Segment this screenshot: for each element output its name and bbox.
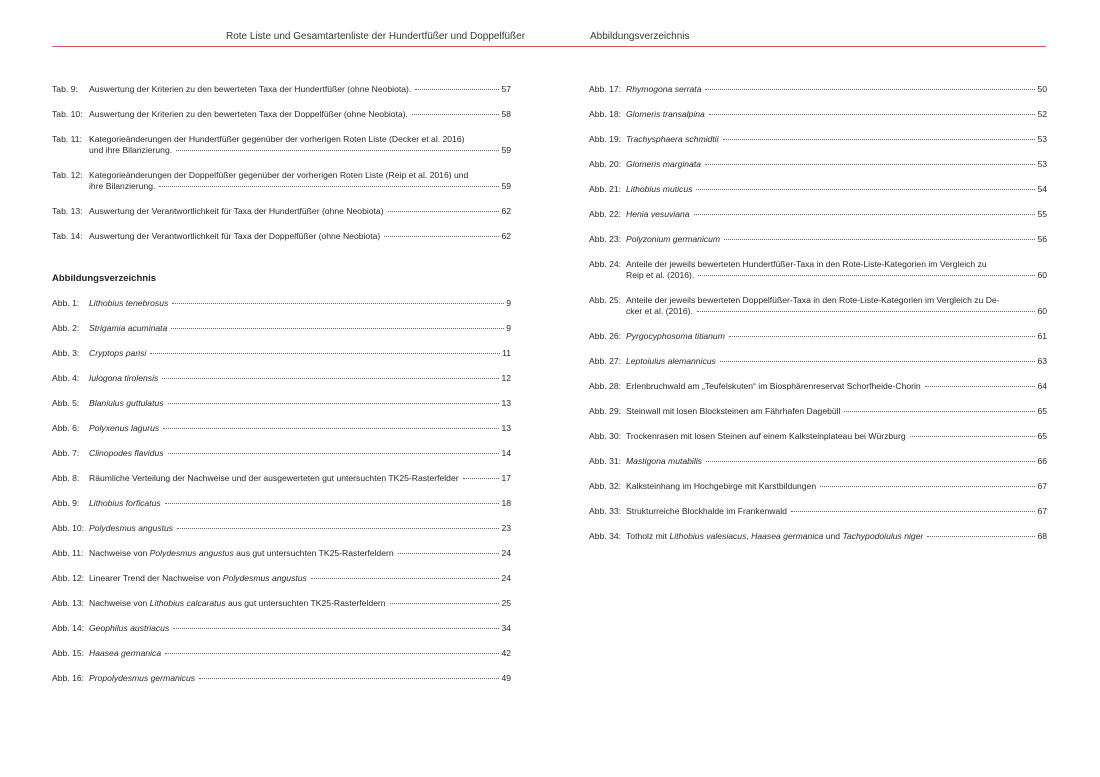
toc-entry-abb-22[interactable] [589,209,1047,220]
dot-leader [709,114,1036,115]
dot-leader [412,114,499,115]
entry-label: Abb. 28: [589,381,622,391]
entry-page: 18 [501,498,511,508]
entry-title: Clinopodes flavidus [89,448,164,458]
entry-page: 42 [501,648,511,658]
toc-entry-abb-2[interactable] [52,323,511,334]
entry-title-line-1: Anteile der jeweils bewerteten Hundertfüßer-Taxa in den Rote-Liste-Kategorien im Vergleich zu [626,259,987,269]
dot-leader [698,275,1035,276]
entry-title: Geophilus austriacus [89,623,170,633]
entry-page: 56 [1037,234,1047,244]
dot-leader [694,214,1036,215]
toc-entry-tab-10[interactable] [52,109,511,120]
entry-title: Auswertung der Kriterien zu den bewerteten Taxa der Doppelfüßer (ohne Neobiota). [89,109,408,119]
toc-entry-abb-31[interactable] [589,456,1047,467]
entry-title: Strukturreiche Blockhalde im Frankenwald [626,506,787,516]
entry-title-pre: Nachweise von [89,548,150,558]
toc-entry-abb-4[interactable] [52,373,511,384]
entry-label: Abb. 22: [589,209,622,219]
entry-title-taxon: Lithobius calcaratus [149,598,226,608]
entry-label: Abb. 25: [589,295,622,305]
dot-leader [172,303,504,304]
entry-title-pre: Linearer Trend der Nachweise von [89,573,223,583]
entry-page: 54 [1037,184,1047,194]
section-title: Abbildungsverzeichnis [52,273,156,284]
entry-label: Abb. 2: [52,323,80,333]
toc-entry-abb-34[interactable] [589,531,1047,542]
entry-label: Tab. 14: [52,231,83,241]
toc-entry-abb-32[interactable] [589,481,1047,492]
toc-entry-tab-11[interactable] [52,134,511,156]
entry-label: Abb. 30: [589,431,622,441]
entry-label: Abb. 17: [589,84,622,94]
toc-entry-abb-16[interactable] [52,673,511,684]
entry-title: Lithobius forficatus [89,498,161,508]
entry-title-line-2: ihre Bilanzierung. [89,181,156,191]
entry-title-pre: Totholz mit [626,531,670,541]
entry-page: 23 [501,523,511,533]
entry-page: 58 [501,109,511,119]
toc-entry-abb-3[interactable] [52,348,511,359]
toc-entry-abb-30[interactable] [589,431,1047,442]
entry-title: Haasea germanica [89,648,162,658]
entry-page: 60 [1037,306,1047,316]
entry-title: Trachysphaera schmidtii [626,134,719,144]
entry-title: Trockenrasen mit losen Steinen auf einem Kalksteinplateau bei Würzburg [626,431,906,441]
entry-label: Abb. 19: [589,134,622,144]
entry-label: Abb. 29: [589,406,622,416]
dot-leader [706,461,1035,462]
entry-label: Abb. 4: [52,373,80,383]
entry-label: Abb. 26: [589,331,622,341]
toc-entry-abb-1[interactable] [52,298,511,309]
entry-page: 57 [501,84,511,94]
toc-entry-abb-14[interactable] [52,623,511,634]
toc-entry-abb-10[interactable] [52,523,511,534]
toc-entry-tab-13[interactable] [52,206,511,217]
running-header-title: Rote Liste und Gesamtartenliste der Hundertfüßer und Doppelfüßer [226,31,526,42]
entry-title: Räumliche Verteilung der Nachweise und der ausgewerteten gut untersuchten TK25-Rasterfelder [89,473,459,483]
dot-leader [177,528,499,529]
dot-leader [165,653,499,654]
entry-title: Iulogona tirolensis [89,373,159,383]
dot-leader [925,386,1036,387]
entry-title: Auswertung der Verantwortlichkeit für Taxa der Hundertfüßer (ohne Neobiota) [89,206,384,216]
dot-leader [820,486,1035,487]
dot-leader [150,353,500,354]
entry-label: Abb. 34: [589,531,622,541]
toc-entry-abb-19[interactable] [589,134,1047,145]
dot-leader [384,236,499,237]
dot-leader [910,436,1036,437]
dot-leader [390,603,500,604]
dot-leader [159,186,499,187]
dot-leader [165,503,500,504]
toc-entry-abb-7[interactable] [52,448,511,459]
entry-label: Abb. 27: [589,356,622,366]
dot-leader [176,150,499,151]
entry-title: Auswertung der Verantwortlichkeit für Taxa der Doppelfüßer (ohne Neobiota) [89,231,381,241]
dot-leader [720,361,1036,362]
entry-title: Cryptops parisi [89,348,147,358]
entry-label: Abb. 1: [52,298,80,308]
entry-label: Abb. 16: [52,673,85,683]
entry-page: 68 [1037,531,1047,541]
entry-title-taxon-1: Lithobius valesiacus [669,531,747,541]
dot-leader [791,511,1035,512]
entry-page: 53 [1037,134,1047,144]
entry-page: 55 [1037,209,1047,219]
toc-entry-abb-15[interactable] [52,648,511,659]
toc-entry-abb-13[interactable] [52,598,511,609]
entry-title: Leptoiulus alemannicus [626,356,716,366]
toc-entry-abb-27[interactable] [589,356,1047,367]
dot-leader [163,428,499,429]
toc-entry-abb-26[interactable] [589,331,1047,342]
dot-leader [199,678,499,679]
dot-leader [724,239,1035,240]
toc-entry-tab-14[interactable] [52,231,511,242]
entry-title: Glomeris transalpina [626,109,705,119]
entry-title-line-1: Anteile der jeweils bewerteten Doppelfüßer-Taxa in den Rote-Liste-Kategorien im Vergleich zu De- [626,295,1000,305]
entry-title-taxon: Polydesmus angustus [222,573,307,583]
dot-leader [168,453,500,454]
entry-title: Mastigona mutabilis [626,456,702,466]
entry-page: 24 [501,548,511,558]
entry-label: Abb. 32: [589,481,622,491]
entry-title: Kalksteinhang im Hochgebirge mit Karstbildungen [626,481,817,491]
entry-label: Abb. 24: [589,259,622,269]
toc-entry-abb-23[interactable] [589,234,1047,245]
entry-title: Blaniulus guttulatus [89,398,164,408]
entry-label: Tab. 9: [52,84,78,94]
entry-label: Abb. 13: [52,598,85,608]
toc-entry-abb-18[interactable] [589,109,1047,120]
entry-label: Abb. 20: [589,159,622,169]
entry-title-sep-2: und [823,531,843,541]
entry-page: 25 [501,598,511,608]
dot-leader [173,628,499,629]
entry-page: 60 [1037,270,1047,280]
entry-label: Abb. 31: [589,456,622,466]
entry-page: 17 [501,473,511,483]
header-rule [52,46,1046,47]
dot-leader [162,378,499,379]
entry-page: 59 [501,181,511,191]
entry-page: 50 [1037,84,1047,94]
dot-leader [723,139,1036,140]
entry-label: Abb. 11: [52,548,84,558]
entry-page: 63 [1037,356,1047,366]
toc-entry-abb-8[interactable] [52,473,511,484]
dot-leader [168,403,500,404]
entry-page: 65 [1037,431,1047,441]
entry-title-post: aus gut untersuchten TK25-Rasterfeldern [233,548,394,558]
entry-page: 13 [501,423,511,433]
entry-label: Abb. 6: [52,423,80,433]
entry-title-pre: Nachweise von [89,598,150,608]
entry-page: 12 [501,373,511,383]
entry-page: 11 [502,348,511,358]
entry-page: 67 [1037,506,1047,516]
entry-title: Pyrgocyphosoma titianum [626,331,725,341]
entry-title: Strigamia acuminata [89,323,168,333]
running-header-section: Abbildungsverzeichnis [590,31,690,42]
dot-leader [697,311,1036,312]
dot-leader [415,89,499,90]
entry-title-line-2: und ihre Bilanzierung. [89,145,173,155]
entry-page: 65 [1037,406,1047,416]
entry-title-sep-1: , [746,531,752,541]
toc-entry-abb-21[interactable] [589,184,1047,195]
entry-title: Erlenbruchwald am „Teufelskuten“ im Biosphärenreservat Schorfheide-Chorin [626,381,921,391]
entry-label: Abb. 5: [52,398,80,408]
entry-page: 49 [501,673,511,683]
entry-title-taxon-3: Tachypodoiulus niger [842,531,924,541]
right-column [589,84,1047,556]
entry-label: Abb. 33: [589,506,622,516]
dot-leader [705,89,1035,90]
entry-page: 59 [501,145,511,155]
entry-label: Abb. 10: [52,523,85,533]
entry-label: Abb. 21: [589,184,622,194]
entry-page: 24 [501,573,511,583]
entry-page: 52 [1037,109,1047,119]
entry-page: 13 [501,398,511,408]
entry-title: Lithobius tenebrosus [89,298,169,308]
entry-page: 64 [1037,381,1047,391]
entry-title: Glomeris marginata [626,159,701,169]
entry-label: Abb. 9: [52,498,80,508]
dot-leader [696,189,1035,190]
entry-page: 61 [1037,331,1047,341]
entry-title: Rhymogona serrata [626,84,702,94]
dot-leader [705,164,1035,165]
entry-label: Abb. 12: [52,573,85,583]
entry-title: Propolydesmus germanicus [89,673,196,683]
dot-leader [463,478,500,479]
entry-page: 66 [1037,456,1047,466]
dot-leader [171,328,504,329]
entry-label: Tab. 12: [52,170,83,180]
dot-leader [398,553,500,554]
left-column [52,84,511,698]
entry-page: 9 [506,323,511,333]
entry-page: 62 [501,231,511,241]
toc-entry-abb-33[interactable] [589,506,1047,517]
toc-entry-abb-24[interactable] [589,259,1047,281]
entry-title: Steinwall mit losen Blocksteinen am Fährhafen Dagebüll [626,406,841,416]
entry-label: Abb. 15: [52,648,85,658]
dot-leader [388,211,500,212]
entry-title-line-1: Kategorieänderungen der Hundertfüßer gegenüber der vorherigen Roten Liste (Decker et al. 2016) [89,134,465,144]
entry-page: 9 [506,298,511,308]
entry-title-taxon: Polydesmus angustus [149,548,234,558]
toc-entry-abb-6[interactable] [52,423,511,434]
entry-page: 67 [1037,481,1047,491]
entry-title: Polyxenus lagurus [89,423,160,433]
entry-title: Polyzonium germanicum [626,234,721,244]
entry-label: Tab. 10: [52,109,83,119]
entry-label: Abb. 8: [52,473,80,483]
entry-label: Tab. 13: [52,206,83,216]
entry-label: Abb. 23: [589,234,622,244]
toc-entry-abb-28[interactable] [589,381,1047,392]
entry-title: Polydesmus angustus [89,523,174,533]
entry-title: Henia vesuviana [626,209,690,219]
entry-label: Abb. 3: [52,348,80,358]
entry-page: 62 [501,206,511,216]
entry-title-post: aus gut untersuchten TK25-Rasterfeldern [225,598,386,608]
entry-label: Abb. 7: [52,448,80,458]
dot-leader [311,578,500,579]
entry-page: 14 [501,448,511,458]
toc-entry-abb-25[interactable] [589,295,1047,317]
entry-label: Tab. 11: [52,134,82,144]
toc-entry-abb-12[interactable] [52,573,511,584]
entry-title-line-2: Reip et al. (2016). [626,270,695,280]
entry-title: Auswertung der Kriterien zu den bewerteten Taxa der Hundertfüßer (ohne Neobiota). [89,84,412,94]
entry-label: Abb. 18: [589,109,622,119]
toc-entry-abb-29[interactable] [589,406,1047,417]
toc-entry-abb-11[interactable] [52,548,511,559]
entry-page: 53 [1037,159,1047,169]
entry-page: 34 [501,623,511,633]
entry-label: Abb. 14: [52,623,85,633]
toc-entry-abb-9[interactable] [52,498,511,509]
toc-entry-tab-12[interactable] [52,170,511,192]
toc-entry-abb-20[interactable] [589,159,1047,170]
entry-title-line-2: cker et al. (2016). [626,306,693,316]
toc-entry-tab-9[interactable] [52,84,511,95]
dot-leader [927,536,1035,537]
dot-leader [729,336,1036,337]
entry-title-line-1: Kategorieänderungen der Doppelfüßer gegenüber der vorherigen Roten Liste (Reip et al. 2016) und [89,170,469,180]
entry-title-taxon-2: Haasea germanica [751,531,824,541]
toc-entry-abb-5[interactable] [52,398,511,409]
entry-title: Lithobius muticus [626,184,693,194]
toc-entry-abb-17[interactable] [589,84,1047,95]
dot-leader [844,411,1035,412]
